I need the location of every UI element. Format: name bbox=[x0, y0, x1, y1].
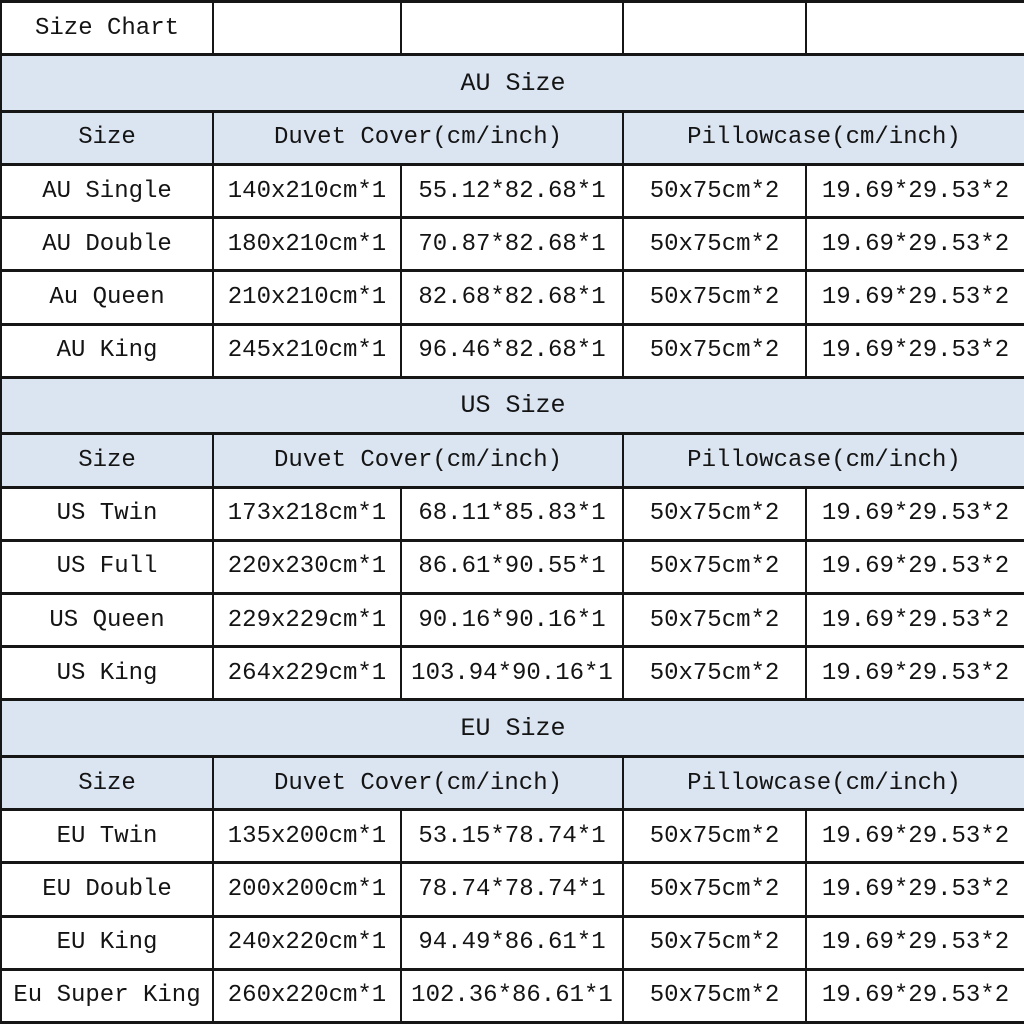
table-row bbox=[1, 916, 1024, 969]
duvet-cm-cell: 173x218cm*1 bbox=[213, 487, 401, 540]
table-row bbox=[1, 165, 1024, 218]
section-header-row-eu bbox=[1, 757, 1024, 810]
table-title-row bbox=[1, 2, 1024, 55]
header-pillowcase: Pillowcase(cm/inch) bbox=[623, 434, 1024, 487]
duvet-cm-cell: 220x230cm*1 bbox=[213, 540, 401, 593]
section-title-eu: EU Size bbox=[1, 700, 1024, 757]
pillowcase-cm-cell: 50x75cm*2 bbox=[623, 218, 806, 271]
duvet-inch-cell: 103.94*90.16*1 bbox=[401, 647, 623, 700]
size-cell: US Twin bbox=[1, 487, 213, 540]
pillowcase-cm-cell: 50x75cm*2 bbox=[623, 969, 806, 1022]
table-row bbox=[1, 593, 1024, 646]
duvet-inch-cell: 96.46*82.68*1 bbox=[401, 324, 623, 377]
pillowcase-inch-cell: 19.69*29.53*2 bbox=[806, 863, 1024, 916]
section-title-au: AU Size bbox=[1, 55, 1024, 112]
pillowcase-inch-cell: 19.69*29.53*2 bbox=[806, 647, 1024, 700]
header-duvet-cover: Duvet Cover(cm/inch) bbox=[213, 111, 623, 164]
size-cell: EU King bbox=[1, 916, 213, 969]
pillowcase-cm-cell: 50x75cm*2 bbox=[623, 916, 806, 969]
size-cell: US King bbox=[1, 647, 213, 700]
table-row bbox=[1, 487, 1024, 540]
section-band-eu bbox=[1, 700, 1024, 757]
empty-cell bbox=[401, 2, 623, 55]
duvet-cm-cell: 200x200cm*1 bbox=[213, 863, 401, 916]
pillowcase-inch-cell: 19.69*29.53*2 bbox=[806, 324, 1024, 377]
duvet-cm-cell: 140x210cm*1 bbox=[213, 165, 401, 218]
size-cell: Eu Super King bbox=[1, 969, 213, 1022]
section-title-us: US Size bbox=[1, 377, 1024, 434]
duvet-inch-cell: 86.61*90.55*1 bbox=[401, 540, 623, 593]
duvet-cm-cell: 229x229cm*1 bbox=[213, 593, 401, 646]
size-cell: US Queen bbox=[1, 593, 213, 646]
table-row bbox=[1, 647, 1024, 700]
duvet-inch-cell: 53.15*78.74*1 bbox=[401, 810, 623, 863]
duvet-cm-cell: 245x210cm*1 bbox=[213, 324, 401, 377]
pillowcase-inch-cell: 19.69*29.53*2 bbox=[806, 540, 1024, 593]
pillowcase-cm-cell: 50x75cm*2 bbox=[623, 165, 806, 218]
table-row bbox=[1, 540, 1024, 593]
section-band-us bbox=[1, 377, 1024, 434]
table-row bbox=[1, 218, 1024, 271]
duvet-inch-cell: 94.49*86.61*1 bbox=[401, 916, 623, 969]
pillowcase-inch-cell: 19.69*29.53*2 bbox=[806, 593, 1024, 646]
pillowcase-cm-cell: 50x75cm*2 bbox=[623, 540, 806, 593]
pillowcase-cm-cell: 50x75cm*2 bbox=[623, 863, 806, 916]
header-duvet-cover: Duvet Cover(cm/inch) bbox=[213, 434, 623, 487]
header-size: Size bbox=[1, 111, 213, 164]
table-row bbox=[1, 810, 1024, 863]
duvet-cm-cell: 264x229cm*1 bbox=[213, 647, 401, 700]
pillowcase-cm-cell: 50x75cm*2 bbox=[623, 487, 806, 540]
pillowcase-cm-cell: 50x75cm*2 bbox=[623, 647, 806, 700]
section-band-au bbox=[1, 55, 1024, 112]
header-size: Size bbox=[1, 757, 213, 810]
duvet-cm-cell: 240x220cm*1 bbox=[213, 916, 401, 969]
pillowcase-cm-cell: 50x75cm*2 bbox=[623, 810, 806, 863]
duvet-inch-cell: 68.11*85.83*1 bbox=[401, 487, 623, 540]
pillowcase-inch-cell: 19.69*29.53*2 bbox=[806, 969, 1024, 1022]
pillowcase-cm-cell: 50x75cm*2 bbox=[623, 271, 806, 324]
pillowcase-inch-cell: 19.69*29.53*2 bbox=[806, 810, 1024, 863]
duvet-inch-cell: 90.16*90.16*1 bbox=[401, 593, 623, 646]
section-header-row-au bbox=[1, 111, 1024, 164]
table-row bbox=[1, 324, 1024, 377]
table-row bbox=[1, 969, 1024, 1022]
duvet-cm-cell: 210x210cm*1 bbox=[213, 271, 401, 324]
header-pillowcase: Pillowcase(cm/inch) bbox=[623, 111, 1024, 164]
pillowcase-cm-cell: 50x75cm*2 bbox=[623, 593, 806, 646]
table-row bbox=[1, 271, 1024, 324]
header-pillowcase: Pillowcase(cm/inch) bbox=[623, 757, 1024, 810]
size-cell: AU Double bbox=[1, 218, 213, 271]
duvet-inch-cell: 78.74*78.74*1 bbox=[401, 863, 623, 916]
duvet-cm-cell: 260x220cm*1 bbox=[213, 969, 401, 1022]
duvet-inch-cell: 82.68*82.68*1 bbox=[401, 271, 623, 324]
pillowcase-cm-cell: 50x75cm*2 bbox=[623, 324, 806, 377]
duvet-cm-cell: 135x200cm*1 bbox=[213, 810, 401, 863]
header-size: Size bbox=[1, 434, 213, 487]
size-cell: AU Single bbox=[1, 165, 213, 218]
size-cell: Au Queen bbox=[1, 271, 213, 324]
duvet-inch-cell: 102.36*86.61*1 bbox=[401, 969, 623, 1022]
table-row bbox=[1, 863, 1024, 916]
table-title-cell: Size Chart bbox=[1, 2, 213, 55]
pillowcase-inch-cell: 19.69*29.53*2 bbox=[806, 487, 1024, 540]
pillowcase-inch-cell: 19.69*29.53*2 bbox=[806, 916, 1024, 969]
size-cell: US Full bbox=[1, 540, 213, 593]
empty-cell bbox=[806, 2, 1024, 55]
empty-cell bbox=[623, 2, 806, 55]
section-header-row-us bbox=[1, 434, 1024, 487]
pillowcase-inch-cell: 19.69*29.53*2 bbox=[806, 218, 1024, 271]
empty-cell bbox=[213, 2, 401, 55]
duvet-inch-cell: 55.12*82.68*1 bbox=[401, 165, 623, 218]
size-cell: EU Twin bbox=[1, 810, 213, 863]
size-cell: AU King bbox=[1, 324, 213, 377]
size-cell: EU Double bbox=[1, 863, 213, 916]
pillowcase-inch-cell: 19.69*29.53*2 bbox=[806, 165, 1024, 218]
pillowcase-inch-cell: 19.69*29.53*2 bbox=[806, 271, 1024, 324]
duvet-cm-cell: 180x210cm*1 bbox=[213, 218, 401, 271]
header-duvet-cover: Duvet Cover(cm/inch) bbox=[213, 757, 623, 810]
duvet-inch-cell: 70.87*82.68*1 bbox=[401, 218, 623, 271]
